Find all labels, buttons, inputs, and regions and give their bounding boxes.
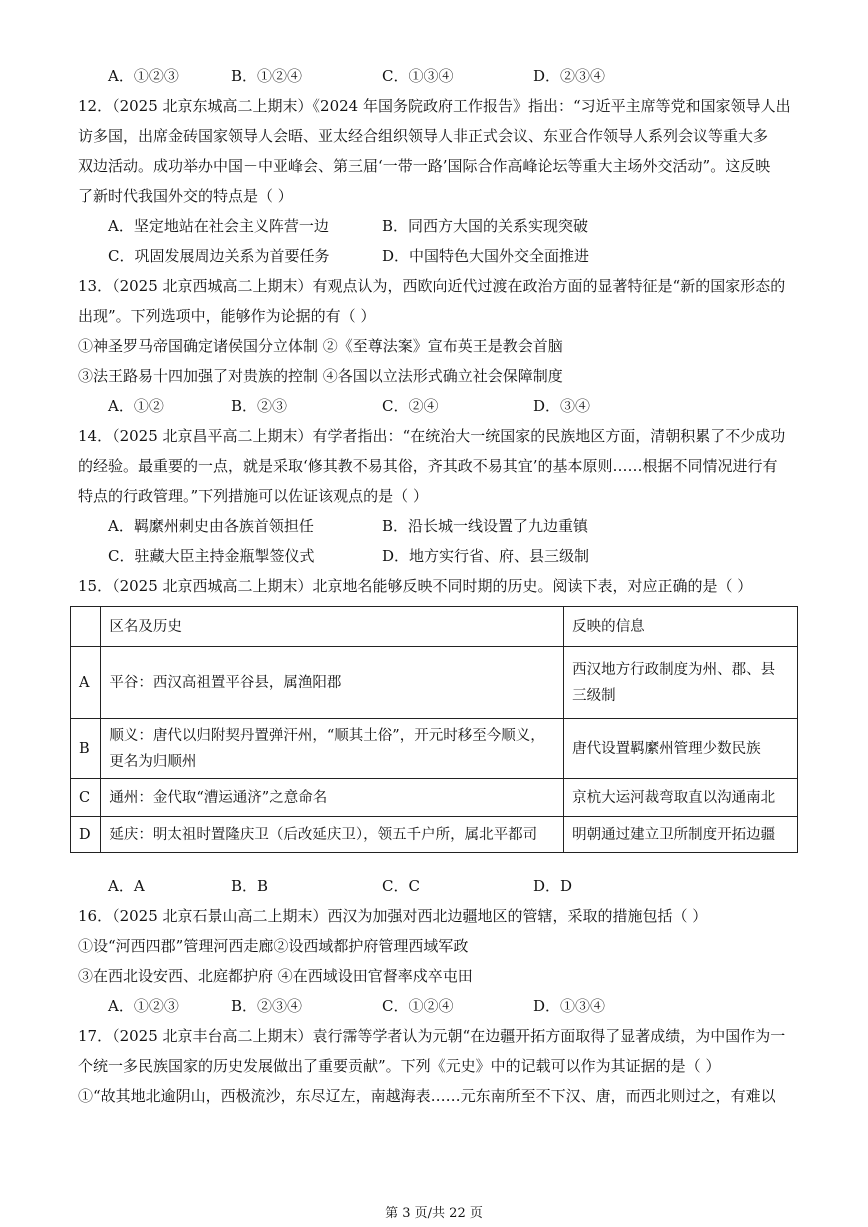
option-d: D．D xyxy=(533,877,573,895)
table-header-cell: 反映的信息 xyxy=(564,607,798,647)
option-d: D．②③④ xyxy=(533,67,606,85)
row-desc xyxy=(101,719,564,779)
statement-line: ①神圣罗马帝国确定诸侯国分立体制 ②《至尊法案》宣布英王是教会首脑 xyxy=(78,337,563,355)
table-header-row xyxy=(71,607,798,647)
cell-line: 延庆：明太祖时置隆庆卫（后改延庆卫），领五千户所，属北平都司 xyxy=(109,826,538,843)
option-a: A．A xyxy=(108,877,145,895)
cell-line: 京杭大运河裁弯取直以沟通南北 xyxy=(572,789,776,806)
option-b: B．沿长城一线设置了九边重镇 xyxy=(382,517,589,535)
statement-line: ③在西北设安西、北庭都护府 ④在西域设田官督率戍卒屯田 xyxy=(78,967,473,985)
page-footer: 第 3 页/共 22 页 xyxy=(385,1206,483,1221)
option-a: A．坚定地站在社会主义阵营一边 xyxy=(108,217,329,235)
question-text-line: 个统一多民族国家的历史发展做出了重要贡献”。下列《元史》中的记载可以作为其证据的是（ ） xyxy=(78,1057,721,1075)
row-desc xyxy=(101,779,564,817)
option-d: D．①③④ xyxy=(533,997,606,1015)
table-row xyxy=(71,647,798,719)
cell-line: 西汉地方行政制度为州、郡、县 xyxy=(572,661,776,678)
cell-line: 明朝通过建立卫所制度开拓边疆 xyxy=(572,826,776,843)
option-a: A．①② xyxy=(108,397,164,415)
question-text-line: 13．（2025 北京西城高二上期末）有观点认为，西欧向近代过渡在政治方面的显著特征是“新的国家形态的 xyxy=(78,277,786,295)
row-key: C xyxy=(71,779,101,817)
options-row xyxy=(108,876,808,896)
option-b: B．B xyxy=(231,877,269,895)
row-key: D xyxy=(71,817,101,853)
options-row xyxy=(108,246,808,266)
option-c: C．①②④ xyxy=(382,997,454,1015)
statement-line: ③法王路易十四加强了对贵族的控制 ④各国以立法形式确立社会保障制度 xyxy=(78,367,563,385)
table-row xyxy=(71,719,798,779)
option-c: C．驻藏大臣主持金瓶掣签仪式 xyxy=(108,547,315,565)
question-text-line: 出现”。下列选项中，能够作为论据的有（ ） xyxy=(78,307,376,325)
row-info xyxy=(564,779,798,817)
question-text-line: 双边活动。成功举办中国－中亚峰会、第三届‘一带一路’国际合作高峰论坛等重大主场外交活动”。这反映 xyxy=(78,157,771,175)
option-b: B．②③ xyxy=(231,397,288,415)
row-info xyxy=(564,817,798,853)
statement-line: ①“故其地北逾阴山，西极流沙，东尽辽左，南越海表……元东南所至不下汉、唐，而西北则过之，有难以 xyxy=(78,1087,776,1105)
option-d: D．③④ xyxy=(533,397,591,415)
cell-line: 三级制 xyxy=(572,687,616,704)
cell-line: 更名为归顺州 xyxy=(109,753,197,770)
row-key: B xyxy=(71,719,101,779)
question-text-line: 15．（2025 北京西城高二上期末）北京地名能够反映不同时期的历史。阅读下表，对应正确的是（ ） xyxy=(78,577,753,595)
question-text-line: 14．（2025 北京昌平高二上期末）有学者指出：“在统治大一统国家的民族地区方面，清朝积累了不少成功 xyxy=(78,427,786,445)
cell-line: 通州：金代取“漕运通济”之意命名 xyxy=(109,789,328,806)
option-b: B．①②④ xyxy=(231,67,303,85)
statement-line: ①设“河西四郡”管理河西走廊②设西域都护府管理西域军政 xyxy=(78,937,469,955)
options-row xyxy=(108,216,808,236)
table-header-cell xyxy=(71,607,101,647)
cell-line: 唐代设置羁縻州管理少数民族 xyxy=(572,740,761,757)
options-row xyxy=(108,516,808,536)
options-row xyxy=(108,546,808,566)
option-d: D．地方实行省、府、县三级制 xyxy=(382,547,590,565)
question-text-line: 12．（2025 北京东城高二上期末）《2024 年国务院政府工作报告》指出：“习近平主席等党和国家领导人出 xyxy=(78,97,791,115)
row-key: A xyxy=(71,647,101,719)
table-header-cell: 区名及历史 xyxy=(101,607,564,647)
option-b: B．同西方大国的关系实现突破 xyxy=(382,217,589,235)
question-text-line: 访多国，出席金砖国家领导人会晤、亚太经合组织领导人非正式会议、东亚合作领导人系列会议等重大多 xyxy=(78,127,769,145)
question-text-line: 的经验。最重要的一点，就是采取‘修其教不易其俗，齐其政不易其宜’的基本原则……根据不同情况进行有 xyxy=(78,457,778,475)
question-text-line: 了新时代我国外交的特点是（ ） xyxy=(78,187,293,205)
question-text-line: 16．（2025 北京石景山高二上期末）西汉为加强对西北边疆地区的管辖，采取的措施包括（ ） xyxy=(78,907,708,925)
cell-line: 平谷：西汉高祖置平谷县，属渔阳郡 xyxy=(109,674,342,691)
question-text-line: 17．（2025 北京丰台高二上期末）袁行霈等学者认为元朝“在边疆开拓方面取得了显著成绩，为中国作为一 xyxy=(78,1027,786,1045)
options-row xyxy=(108,996,808,1016)
row-info xyxy=(564,719,798,779)
options-row xyxy=(108,396,808,416)
option-b: B．②③④ xyxy=(231,997,303,1015)
option-d: D．中国特色大国外交全面推进 xyxy=(382,247,590,265)
table-row xyxy=(71,779,798,817)
option-c: C．②④ xyxy=(382,397,439,415)
option-c: C．①③④ xyxy=(382,67,454,85)
option-a: A．①②③ xyxy=(108,997,179,1015)
history-table xyxy=(70,606,798,853)
question-text-line: 特点的行政管理。”下列措施可以佐证该观点的是（ ） xyxy=(78,487,428,505)
row-desc xyxy=(101,817,564,853)
cell-line: 顺义：唐代以归附契丹置弹汗州，“顺其土俗”，开元时移至今顺义， xyxy=(109,727,545,744)
prev-question-options xyxy=(108,66,808,86)
row-desc xyxy=(101,647,564,719)
option-c: C．C xyxy=(382,877,420,895)
row-info xyxy=(564,647,798,719)
option-c: C．巩固发展周边关系为首要任务 xyxy=(108,247,330,265)
option-a: A．①②③ xyxy=(108,67,179,85)
table-row xyxy=(71,817,798,853)
option-a: A．羁縻州刺史由各族首领担任 xyxy=(108,517,314,535)
